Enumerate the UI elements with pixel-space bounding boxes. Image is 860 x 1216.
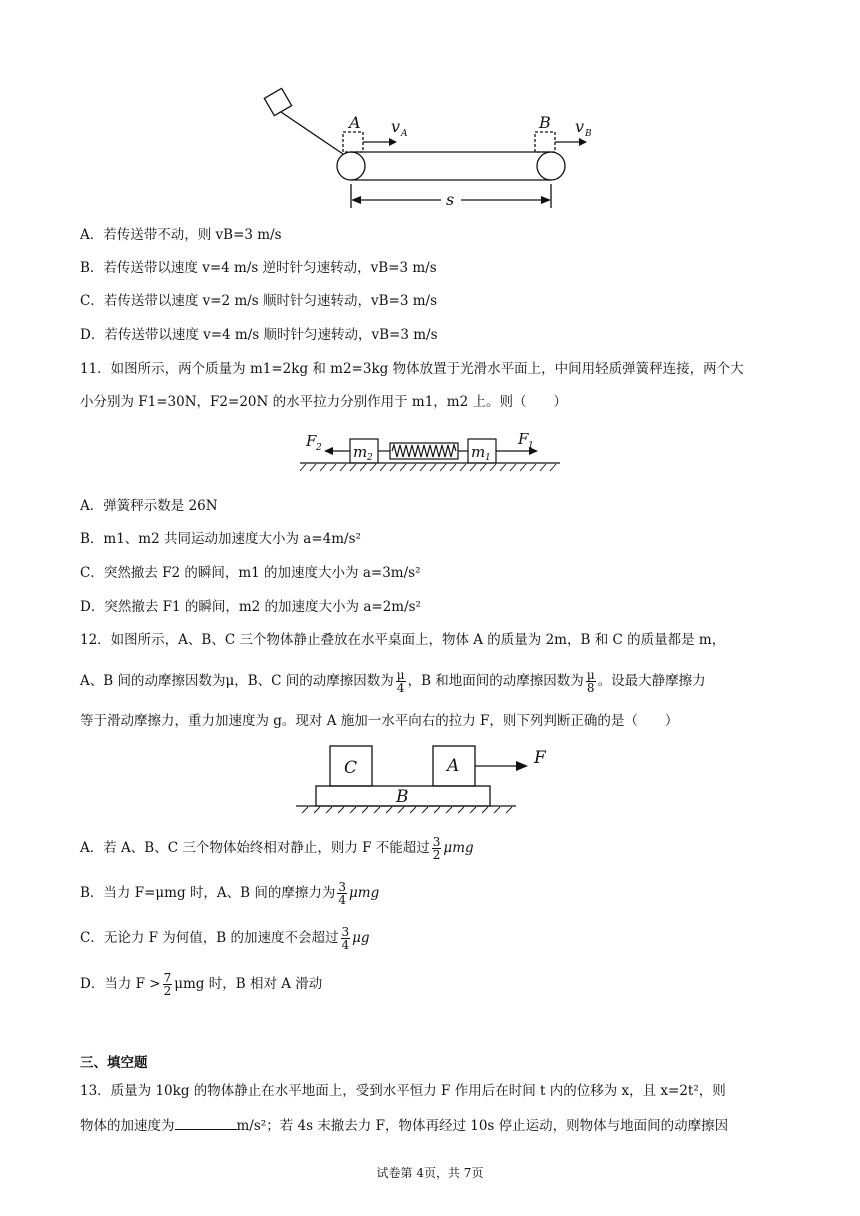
label-vb: v bbox=[575, 117, 585, 136]
q11-option-b: B．m1、m2 共同运动加速度大小为 a=4m/s² bbox=[80, 531, 361, 547]
q12-option-b: B．当力 F=μmg 时，A、B 间的摩擦力为 $\frac{3}{4}$ μmg bbox=[80, 880, 380, 907]
label-s: s bbox=[446, 190, 455, 209]
q11-option-c: C．突然撤去 F2 的瞬间，m1 的加速度大小为 a=3m/s² bbox=[80, 565, 421, 581]
label-m1: m bbox=[471, 443, 486, 461]
svg-text:2: 2 bbox=[316, 443, 322, 453]
q12-option-a: A．若 A、B、C 三个物体始终相对静止，则力 F 不能超过 $\frac{3}{2}$ μmg bbox=[80, 835, 474, 862]
q10-option-d: D．若传送带以速度 v=4 m/s 顺时针匀速转动，vB=3 m/s bbox=[80, 327, 438, 343]
q10-option-a: A．若传送带不动，则 vB=3 m/s bbox=[80, 227, 282, 243]
q12-stem-3: 等于滑动摩擦力，重力加速度为 g。现对 A 施加一水平向右的拉力 F，则下列判断正确的是（ ） bbox=[80, 713, 679, 729]
svg-text:B: B bbox=[585, 129, 592, 139]
svg-text:A: A bbox=[401, 129, 408, 139]
q12-option-c: C．无论力 F 为何值，B 的加速度不会超过 $\frac{3}{4}$ μg bbox=[80, 925, 370, 952]
label-a-block: A bbox=[447, 756, 460, 776]
fraction-mu-over-4: $\frac{\mu}{4}$ bbox=[396, 668, 405, 695]
q11-stem-1: 11．如图所示，两个质量为 m1=2kg 和 m2=3kg 物体放置于光滑水平面上，中间用轻质弹簧秤连接，两个大 bbox=[80, 361, 744, 377]
fraction-mu-over-8: $\frac{\mu}{8}$ bbox=[586, 668, 595, 695]
label-f: F bbox=[534, 748, 546, 768]
answer-blank[interactable] bbox=[175, 1115, 237, 1130]
q12-stem-2: A、B 间的动摩擦因数为μ，B、C 间的动摩擦因数为 $\frac{\mu}{4}$ ，B 和地面间的动摩擦因数为 $\frac{\mu}{8}$ 。设最大静摩擦力 bbox=[80, 668, 706, 695]
section-heading: 三、填空题 bbox=[80, 1055, 148, 1071]
svg-text:1: 1 bbox=[485, 453, 491, 463]
svg-text:2: 2 bbox=[367, 453, 373, 463]
q13-line-2: 物体的加速度为 m/s²；若 4s 末撤去力 F，物体再经过 10s 停止运动，则物体与地面间的动摩擦因 bbox=[80, 1115, 728, 1136]
label-a: A bbox=[349, 113, 361, 132]
q10-option-b: B．若传送带以速度 v=4 m/s 逆时针匀速转动，vB=3 m/s bbox=[80, 260, 437, 276]
label-f1: F bbox=[518, 430, 529, 448]
svg-text:1: 1 bbox=[528, 441, 534, 451]
label-c: C bbox=[344, 758, 358, 778]
spring-balance-figure bbox=[296, 426, 566, 476]
label-b-block: B bbox=[396, 787, 409, 807]
label-f2: F bbox=[306, 432, 317, 450]
q13-line-1: 13．质量为 10kg 的物体静止在水平地面上，受到水平恒力 F 作用后在时间 t 内的位移为 x，且 x=2t²，则 bbox=[80, 1083, 726, 1099]
label-va: v bbox=[391, 117, 401, 136]
q12-option-d: D．当力 F > $\frac{7}{2}$ μmg 时，B 相对 A 滑动 bbox=[80, 971, 323, 998]
stacked-blocks-figure bbox=[296, 742, 566, 814]
label-m2: m bbox=[353, 443, 368, 461]
q11-stem-2: 小分别为 F1=30N，F2=20N 的水平拉力分别作用于 m1，m2 上。则（ ） bbox=[80, 394, 567, 410]
q11-option-a: A．弹簧秤示数是 26N bbox=[80, 498, 218, 514]
q11-option-d: D．突然撤去 F1 的瞬间，m2 的加速度大小为 a=2m/s² bbox=[80, 599, 421, 615]
label-b: B bbox=[539, 113, 551, 132]
q12-stem-1: 12．如图所示，A、B、C 三个物体静止叠放在水平桌面上，物体 A 的质量为 2m，B 和 C 的质量都是 m， bbox=[80, 632, 726, 648]
conveyor-belt-figure bbox=[255, 82, 615, 212]
q10-option-c: C．若传送带以速度 v=2 m/s 顺时针匀速转动，vB=3 m/s bbox=[80, 293, 438, 309]
page-footer: 试卷第 4页，共 7页 bbox=[376, 1166, 484, 1180]
